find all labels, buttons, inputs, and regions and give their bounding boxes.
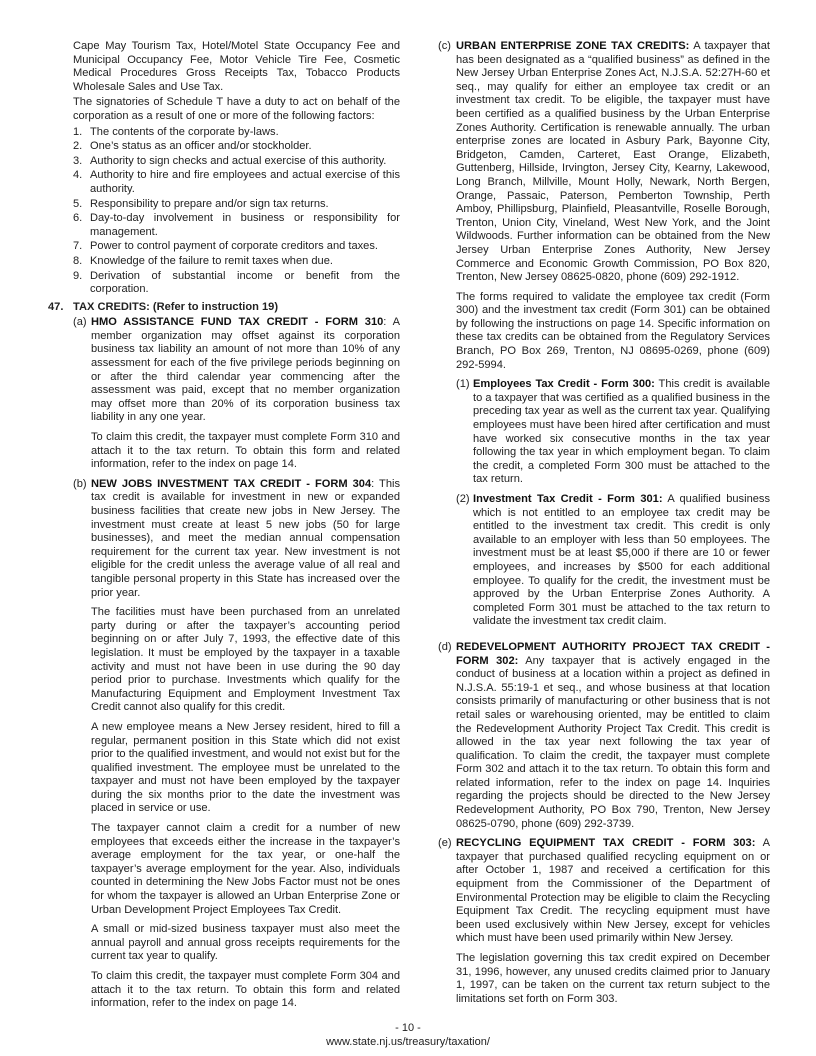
credit-paragraph: A new employee means a New Jersey resident, hired to fill a regular, permanent position in this State which did not exist prior to the qualified investment, and would not exist but for the qualified investment. The employee must be unrelated to the taxpayer and must not have been employed by the taxpayer during the six months prior to the date the investment was placed in service or use.: [91, 720, 400, 815]
credit-label: (b): [73, 477, 87, 490]
item-text: Authority to hire and fire employees and actual exercise of this authority.: [90, 169, 400, 195]
item-number: 7.: [73, 240, 83, 253]
credit-paragraph: A small or mid-sized business taxpayer must also meet the annual payroll and annual gross receipts requirements for the current tax year to qualify.: [91, 923, 400, 963]
page-footer: [0, 1021, 816, 1049]
list-item: [73, 270, 400, 297]
list-item: [73, 198, 400, 212]
sub-paragraph: [473, 493, 770, 629]
credit-a: [73, 316, 400, 472]
section-number: 47.: [48, 300, 64, 313]
credit-text: : This tax credit is available for investment in new or expanded business facilities that create new jobs in New Jersey. The investment must create at least 5 new jobs (50 for large businesses), and meet the median annual compensation requirement for the current tax year. New investment is not eligible for the credit unless the average value of all real and tangible personal property in this State has increased over the prior year.: [91, 477, 401, 599]
credit-text: : A member organization may offset against its corporation business tax liability an amount of not more than 10% of any assessment for each of the five privilege periods beginning on or after the third calendar year commencing after the assessment was paid, except that no member organization may offset more than 20% of its corporation business tax liability in any one year.: [91, 316, 400, 424]
credit-text: A taxpayer that has been designated as a “qualified business” as defined in the New Jersey Urban Enterprise Zones Act, N.J.S.A. 52:27H-60 et seq., may qualify for either an employee tax credit or an investment tax credit. To be eligible, the taxpayer must have been certified as a qualified business by the Urban Enterprise Zones Authority. Certification is renewable annually. The urban enterprise zones are located in Asbury Park, Bayonne City, Bridgeton, Camden, Carteret, East Orange, Elizabeth, Guttenberg, Hillside, Irvington, Jersey City, Kearny, Lakewood, Long Branch, Millville, Mount Holly, Newark, North Bergen, Orange, Passaic, Paterson, Pemberton Township, Perth Amboy, Phillipsburg, Plainfield, Pleasantville, Roselle Borough, Trenton, Union City, Vineland, West New York, and the Joint Wildwoods. Further information can be obtained from the New Jersey Urban Enterprise Zones Authority, New Jersey Commerce and Economic Growth Commission, PO Box 820, Trenton, New Jersey 08625-0820, phone (609) 292-1912.: [456, 40, 770, 284]
credit-c: [438, 40, 770, 635]
credit-label: (c): [438, 40, 451, 52]
credit-paragraph: [91, 316, 400, 425]
credit-b: [73, 478, 400, 1011]
item-number: 6.: [73, 212, 83, 225]
credit-text: A taxpayer that purchased qualified recycling equipment on or after October 1, 1987 and received a certification for this equipment from the Commissioner of the Department of Environmental Protection may be eligible to claim the Recycling Equipment Tax Credit. The recycling equipment must have been used exclusively within New Jersey, except for vehicles which must have been used primarily within New Jersey.: [456, 837, 770, 945]
sub-text: A qualified business which is not entitled to an employee tax credit may be entitled to the investment tax credit. This credit is only available to an employer with less than 50 employees. The investment must be at least $5,000 if there are 10 or fewer employees, and increases by $500 for each additional employee. To qualify for the credit, the investment must be approved by the Urban Enterprise Zones Authority. A completed Form 301 must be attached to the tax return to validate the investment tax credit claim.: [473, 493, 770, 628]
sub-label: (2): [456, 493, 470, 505]
factors-list: [73, 126, 400, 297]
item-text: Day-to-day involvement in business or responsibility for management.: [90, 212, 400, 238]
credit-paragraph: [91, 478, 400, 600]
signatories-paragraph: The signatories of Schedule T have a duty to act on behalf of the corporation as a result of one or more of the following factors:: [73, 96, 400, 122]
item-text: The contents of the corporate by-laws.: [90, 125, 279, 138]
item-number: 4.: [73, 169, 83, 182]
list-item: [73, 169, 400, 196]
item-text: Power to control payment of corporate creditors and taxes.: [90, 240, 378, 253]
list-item: [73, 240, 400, 254]
intro-paragraph: Cape May Tourism Tax, Hotel/Motel State Occupancy Fee and Municipal Occupancy Fee, Motor Vehicle Tire Fee, Cosmetic Medical Procedures Gross Receipts Tax, Tobacco Products Wholesale Sales and Use Tax.: [73, 40, 400, 93]
item-text: Derivation of substantial income or benefit from the corporation.: [90, 269, 400, 296]
sub-label: (1): [456, 378, 470, 391]
credit-title: RECYCLING EQUIPMENT TAX CREDIT - FORM 303:: [456, 837, 756, 850]
sub-title: Employees Tax Credit - Form 300:: [473, 378, 655, 391]
list-item: [73, 212, 400, 239]
credit-text: Any taxpayer that is actively engaged in the conduct of business at a location within a project as defined in N.J.S.A. 55:19-1 et seq., and whose business at that location consists primarily of manufacturing or other business that is not retail sales or warehousing oriented, may be entitled to claim the Redevelopment Authority Project Tax Credit. This credit is allowed in the tax year next following the tax year of qualification. To claim the credit, the taxpayer must complete Form 302 and attach it to the tax return. To obtain this form and related information, refer to the index on page 14. Inquiries regarding the projects should be directed to the New Jersey Redevelopment Authority, PO Box 790, Trenton, New Jersey 08625-0790, phone (609) 292-3739.: [456, 654, 770, 830]
page-number: - 10 -: [395, 1022, 421, 1034]
sub-title: Investment Tax Credit - Form 301:: [473, 493, 663, 505]
item-number: 2.: [73, 140, 83, 153]
item-number: 9.: [73, 269, 83, 282]
credit-label: (a): [73, 316, 87, 329]
credit-paragraph: The legislation governing this tax credit expired on December 31, 1996, however, any unused credits claimed prior to January 1, 1997, can be taken on the current tax return subject to the limitations set forth on Form 303.: [456, 952, 770, 1005]
right-column: [438, 40, 770, 1012]
credit-label: (e): [438, 837, 452, 850]
credit-paragraph: The taxpayer cannot claim a credit for a number of new employees that exceeds either the increase in the taxpayer’s average employment for the tax year, or one-half the taxpayer’s average employment for the year. Also, individuals counted in determining the New Jobs Factor must not be ones for whom the taxpayer is allowed an Urban Enterprise Zone or Urban Development Project Employees Tax Credit.: [91, 822, 400, 916]
item-text: Authority to sign checks and actual exercise of this authority.: [90, 154, 387, 167]
credit-title: REDEVELOPMENT AUTHORITY PROJECT TAX CREDIT - FORM 302:: [456, 640, 770, 667]
list-item: [73, 140, 400, 154]
sub-credit-1: [456, 378, 770, 487]
left-column: [48, 40, 400, 1017]
item-number: 3.: [73, 154, 83, 167]
footer-url: www.state.nj.us/treasury/taxation/: [326, 1036, 490, 1048]
credit-paragraph: [456, 641, 770, 831]
credit-e: [438, 837, 770, 1006]
credit-d: [438, 641, 770, 831]
list-item: [73, 255, 400, 269]
item-text: One’s status as an officer and/or stockholder.: [90, 140, 312, 153]
credit-paragraph: To claim this credit, the taxpayer must complete Form 304 and attach it to the tax return. To obtain this form and related information, refer to the index on page 14.: [91, 970, 400, 1010]
credit-paragraph: To claim this credit, the taxpayer must complete Form 310 and attach it to the tax return. To obtain this form and related information, refer to the index on page 14.: [91, 431, 400, 471]
section-title: TAX CREDITS: (Refer to instruction 19): [73, 300, 279, 313]
credit-title: HMO ASSISTANCE FUND TAX CREDIT - FORM 310: [91, 316, 384, 329]
list-item: [73, 126, 400, 140]
credit-paragraph: [456, 837, 770, 946]
credit-title: NEW JOBS INVESTMENT TAX CREDIT - FORM 304: [91, 477, 372, 490]
credit-label: (d): [438, 640, 452, 653]
credit-title: URBAN ENTERPRISE ZONE TAX CREDITS:: [456, 40, 690, 52]
credit-paragraph: [456, 40, 770, 285]
item-text: Knowledge of the failure to remit taxes when due.: [90, 254, 333, 267]
credit-paragraph: The forms required to validate the employee tax credit (Form 300) and the investment tax credit (Form 301) can be obtained by following the instructions on page 14. Specific information on these tax credits can be obtained from the Regulatory Services Branch, PO Box 269, Trenton, NJ 08695-0269, phone (609) 292-5994.: [456, 290, 770, 371]
item-number: 5.: [73, 197, 83, 210]
item-text: Responsibility to prepare and/or sign tax returns.: [90, 197, 329, 210]
credit-paragraph: The facilities must have been purchased from an unrelated party during or after the taxpayer’s accounting period beginning on or after July 7, 1993, the effective date of this legislation. It must be employed by the taxpayer in a taxable activity and must not have been in use during the 90 day period prior to purchase. Investments which qualify for the Manufacturing Equipment and Employment Investment Tax Credit cannot also qualify for this credit.: [91, 606, 400, 714]
item-number: 1.: [73, 125, 83, 138]
list-item: [73, 155, 400, 169]
section-heading: [48, 301, 400, 315]
item-number: 8.: [73, 254, 83, 267]
sub-text: This credit is available to a taxpayer that was certified as a qualified business in the preceding tax year as well as the current tax year. Qualifying employees must have been hired after certification and must have worked six consecutive months in the tax year following the tax year in which employment began. To claim the credit, a completed Form 300 must be attached to the tax return.: [473, 378, 771, 486]
sub-credit-2: [456, 493, 770, 629]
sub-paragraph: [473, 378, 770, 487]
